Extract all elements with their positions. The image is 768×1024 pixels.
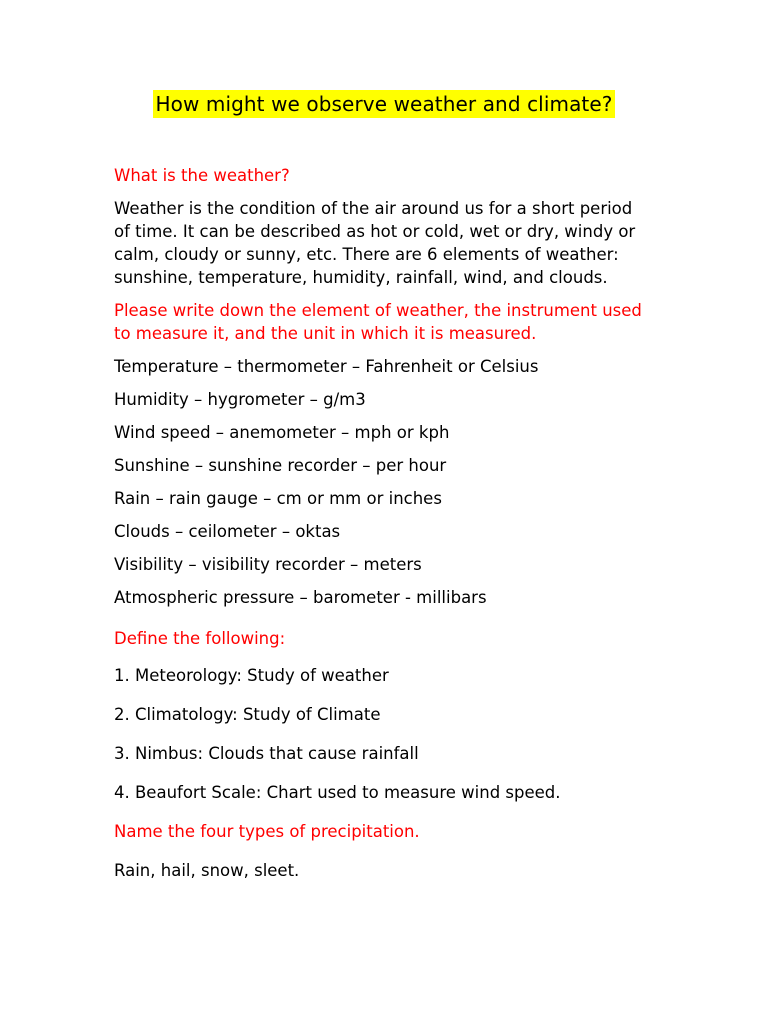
question-precipitation-types: Name the four types of precipitation.: [114, 822, 420, 841]
element-item-pressure: Atmospheric pressure – barometer - millibars: [114, 588, 487, 607]
weather-definition-paragraph: Weather is the condition of the air around us for a short period of time. It can be described as hot or cold, wet or dry, windy or calm, cloudy or sunny, etc. There are 6 elements of weather: sunshine, temperature, humidity, rainfall, wind, and clouds.: [114, 199, 636, 287]
definitions-list: [114, 664, 644, 804]
element-item-visibility: Visibility – visibility recorder – meters: [114, 555, 422, 574]
element-item-humidity: Humidity – hygrometer – g/m3: [114, 390, 366, 409]
definition-climatology: 2. Climatology: Study of Climate: [114, 705, 381, 724]
element-item-clouds: Clouds – ceilometer – oktas: [114, 522, 341, 541]
element-item-wind-speed: Wind speed – anemometer – mph or kph: [114, 423, 450, 442]
definition-nimbus: 3. Nimbus: Clouds that cause rainfall: [114, 744, 419, 763]
definition-meteorology: 1. Meteorology: Study of weather: [114, 666, 389, 685]
title-container: [0, 90, 768, 118]
precipitation-answer: Rain, hail, snow, sleet.: [114, 861, 300, 880]
question-define-following: Define the following:: [114, 629, 286, 648]
element-item-rain: Rain – rain gauge – cm or mm or inches: [114, 489, 442, 508]
element-item-sunshine: Sunshine – sunshine recorder – per hour: [114, 456, 447, 475]
element-item-temperature: Temperature – thermometer – Fahrenheit or Celsius: [114, 357, 539, 376]
page-title: How might we observe weather and climate?: [155, 92, 613, 116]
question-what-is-weather: What is the weather?: [114, 166, 290, 185]
document-body: [114, 164, 644, 882]
elements-list: [114, 355, 644, 609]
definition-beaufort-scale: 4. Beaufort Scale: Chart used to measure wind speed.: [114, 783, 561, 802]
question-elements-instruments: Please write down the element of weather, the instrument used to measure it, and the unit in which it is measured.: [114, 301, 642, 343]
